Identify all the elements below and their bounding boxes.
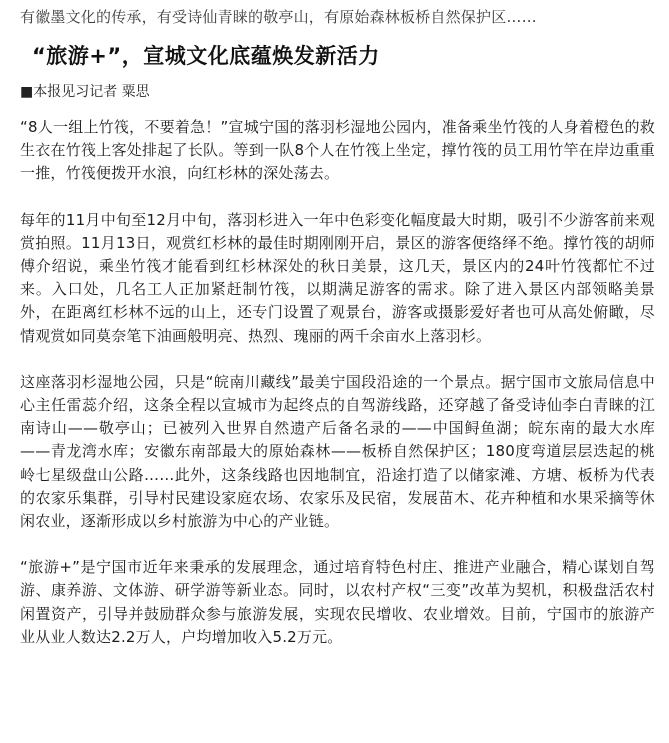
article-intro-line: 有徽墨文化的传承，有受诗仙青睐的敬亭山，有原始森林板桥自然保护区…… [20, 8, 537, 26]
article-paragraph: “旅游+”是宁国市近年来秉承的发展理念，通过培育特色村庄、推进产业融合，精心谋划自驾游、康养游、文体游、研学游等新业态。同时，以农村产权“三变”改革为契机，积极盘活农村闲置资产，引导并鼓励群众参与旅游发展，实现农民增收、农业增效。目前，宁国市的旅游产业从业人数达2.2万人，户均增加收入5.2万元。 [20, 558, 655, 646]
article-paragraph: “8人一组上竹筏，不要着急！”宣城宁国的落羽杉湿地公园内，准备乘坐竹筏的人身着橙色的救生衣在竹筏上客处排起了长队。等到一队8个人在竹筏上坐定，撑竹筏的员工用竹竿在岸边重重一推，竹筏便拨开水浪，向红杉林的深处荡去。 [20, 118, 655, 183]
article-paragraph: 这座落羽杉湿地公园，只是“皖南川藏线”最美宁国段沿途的一个景点。据宁国市文旅局信息中心主任雷蕊介绍，这条全程以宣城市为起终点的自驾游线路，还穿越了备受诗仙李白青睐的江南诗山——敬亭山；已被列入世界自然遗产后备名录的——中国鲟鱼湖；皖东南的最大水库——青龙湾水库；安徽东南部最大的原始森林——板桥自然保护区；180度弯道层层迭起的桃岭七星级盘山公路……此外，这条线路也因地制宜，沿途打造了以储家滩、方塘、板桥为代表的农家乐集群，引导村民建设家庭农场、农家乐及民宿，发展苗木、花卉种植和水果采摘等休闲农业，逐渐形成以乡村旅游为中心的产业链。 [20, 372, 655, 531]
article-headline: “旅游+”，宣城文化底蕴焕发新活力 [32, 44, 380, 68]
article-byline: ■本报见习记者 粟思 [20, 84, 150, 100]
article-paragraph: 每年的11月中旬至12月中旬，落羽杉进入一年中色彩变化幅度最大时期，吸引不少游客前来观赏拍照。11月13日，观赏红杉林的最佳时期刚刚开启，景区的游客便络绎不绝。撑竹筏的胡师傅介绍说，乘坐竹筏才能看到红杉林深处的秋日美景，这几天，景区内的24叶竹筏都忙不过来。入口处，几名工人正加紧赶制竹筏，以期满足游客的需求。除了进入景区内部领略美景外，在距离红杉林不远的山上，还专门设置了观景台，游客或摄影爱好者也可从高处俯瞰，尽情观赏如同莫奈笔下油画般明亮、热烈、瑰丽的两千余亩水上落羽杉。 [20, 210, 655, 345]
